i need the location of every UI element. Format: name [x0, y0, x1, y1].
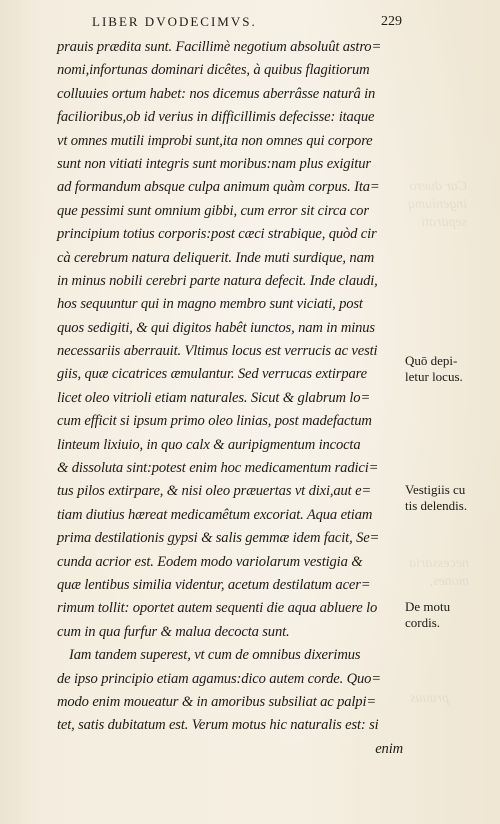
text-line: modo enim moueatur & in amoribus subsiliat ac palpi= [57, 693, 377, 710]
margin-note [405, 353, 500, 385]
text-line: de ipso principio etiam agamus:dico autem corde. Quo= [57, 670, 381, 687]
text-line: tus pilos extirpare, & nisi oleo præuertas vt dixi,aut e= [57, 483, 372, 500]
text-line: cà cerebrum natura deliquerit. Inde muti surdique, nam [57, 249, 375, 266]
text-line: giis, quæ cicatrices æmulantur. Sed verrucas extirpare [57, 366, 367, 383]
text-line: prauis prædita sunt. Facillimè negotium absoluût astro= [57, 39, 382, 55]
margin-note-line: tis delendis. [405, 498, 468, 513]
text-line: quos sedigiti, & qui digitos habêt iunctos, nam in minus [57, 319, 375, 336]
show-through-text: prauus [410, 691, 449, 706]
margin-note-line: Quō depi- [405, 353, 458, 368]
text-line: vt omnes mutili improbi sunt,ita non omnes qui corpore [57, 132, 373, 149]
text-line: ad formandum absque culpa animum quàm corpus. Ita= [57, 179, 380, 196]
page-number: 229 [381, 14, 402, 29]
text-line: sunt non vitiati integris sunt moribus:nam plus exigitur [57, 155, 371, 172]
margin-note-line: De motu [405, 599, 451, 614]
text-line: quæ lentibus similia videntur, acetum destilatum acer= [57, 576, 371, 593]
margin-note-line: cordis. [405, 615, 441, 630]
margin-note-line: letur locus. [405, 369, 463, 384]
margin-note [405, 599, 500, 631]
text-line: cunda acrior est. Eodem modo variolarum vestigia & [57, 553, 363, 570]
text-line: cum in qua furfur & malua decocta sunt. [57, 623, 290, 640]
show-through-text: Cur duero ingeniumq separati [408, 179, 468, 230]
margin-note [405, 482, 500, 514]
text-line: tiam diutius hæreat medicamêtum excoriat. Aqua etiam [57, 506, 373, 523]
text-line: principium totius corporis:post cæci strabique, quòd cir [57, 226, 377, 243]
text-line: Iam tandem superest, vt cum de omnibus dixerimus [69, 647, 361, 664]
text-line: tet, satis dubitatum est. Verum motus hic naturalis est: si [57, 717, 379, 734]
text-line: que pessimi sunt omnium gibbi, cum error sit circa cor [57, 202, 369, 219]
main-text-block [57, 36, 403, 761]
text-line: in minus nobili cerebri parte natura defecit. Inde claudi, [57, 272, 378, 289]
text-line: licet oleo vitrioli etiam naturales. Sicut & glabrum lo= [57, 389, 371, 406]
text-line: & dissoluta sint:potest enim hoc medicamentum radici= [57, 460, 379, 477]
text-line: rimum tollit: oportet autem sequenti die aqua abluere lo [57, 600, 378, 617]
text-line: cum efficit si ipsum primo oleo linias, post madefactum [57, 413, 372, 430]
text-line: necessariis aberrauit. Vltimus locus est verrucis ac vesti [57, 343, 378, 360]
text-line: colluuies ortum habet: nos dicemus aberrâsse naturâ in [57, 85, 376, 102]
text-line: facilioribus,ob id verius in difficillimis defecisse: itaque [57, 109, 375, 126]
margin-note-line: Vestigiis cu [405, 482, 466, 497]
text-line: nomi,infortunas dominari dicêtes, à quibus flagitiorum [57, 62, 370, 79]
running-head: LIBER DVODECIMVS. [92, 14, 257, 29]
page-header [92, 14, 402, 32]
text-line: enim [375, 740, 403, 757]
text-line: prima destilationis gypsi & salis gemmæ idem facit, Se= [57, 530, 380, 547]
text-line: hos sequuntur qui in magno membro sunt viciati, post [57, 296, 363, 313]
show-through-text: necessaria mones, [409, 556, 469, 589]
text-line: linteum lixiuio, in quo calx & auripigmentum incocta [57, 436, 361, 453]
